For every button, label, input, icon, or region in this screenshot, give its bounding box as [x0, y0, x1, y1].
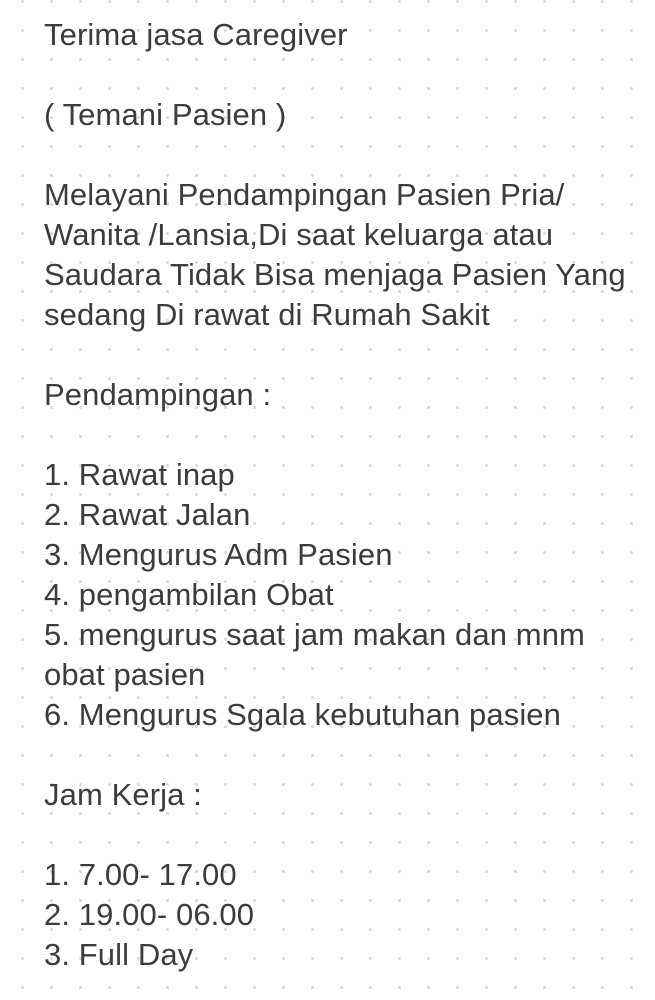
text-line: 2. Rawat Jalan	[44, 497, 251, 532]
text-line: 3. Mengurus Adm Pasien	[44, 537, 393, 572]
text-line: 6. Mengurus Sgala kebutuhan pasien	[44, 697, 561, 732]
text-line: 1. 7.00- 17.00	[44, 857, 237, 892]
text-line: Saudara Tidak Bisa menjaga Pasien Yang	[44, 257, 626, 292]
paragraph-intro	[44, 175, 626, 335]
text-line: 5. mengurus saat jam makan dan mnm	[44, 617, 585, 652]
paragraph-jam-kerja-heading	[44, 775, 615, 815]
text-line: Jam Kerja :	[44, 777, 202, 812]
text-line: Pendampingan :	[44, 377, 272, 412]
text-line: 1. Rawat inap	[44, 457, 235, 492]
text-line: Wanita /Lansia,Di saat keluarga atau	[44, 217, 554, 252]
paragraph-pendampingan-heading	[44, 375, 615, 415]
text-line: obat pasien	[44, 657, 206, 692]
text-line: sedang Di rawat di Rumah Sakit	[44, 297, 490, 332]
text-line: Melayani Pendampingan Pasien Pria/	[44, 177, 565, 212]
paragraph-title	[44, 15, 615, 55]
text-line: 2. 19.00- 06.00	[44, 897, 255, 932]
paragraph-subtitle	[44, 95, 615, 135]
text-line: Terima jasa Caregiver	[44, 17, 348, 52]
paragraph-pendampingan-list	[44, 455, 615, 735]
paragraph-jam-kerja-list	[44, 855, 615, 975]
text-line: 4. pengambilan Obat	[44, 577, 334, 612]
text-line: 3. Full Day	[44, 937, 194, 972]
text-line: ( Temani Pasien )	[44, 97, 287, 132]
